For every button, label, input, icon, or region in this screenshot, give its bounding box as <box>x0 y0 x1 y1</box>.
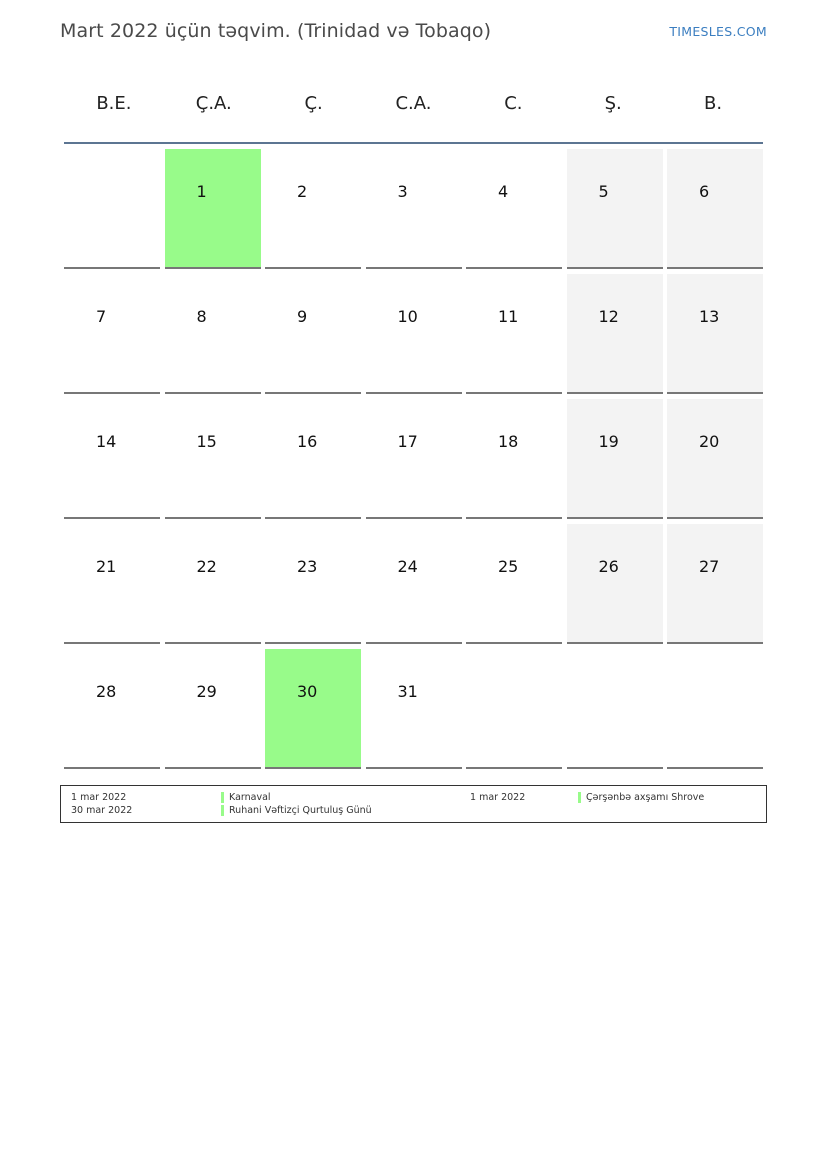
legend-holiday-name: Çərşənbə axşamı Shrove <box>586 792 705 803</box>
holiday-color-swatch <box>221 792 224 803</box>
day-cell[interactable] <box>466 274 562 394</box>
day-number: 18 <box>498 432 519 451</box>
day-number: 14 <box>96 432 117 451</box>
day-number: 21 <box>96 557 117 576</box>
legend-entry <box>470 792 704 803</box>
weekday-header-row <box>64 84 763 124</box>
day-cell[interactable] <box>466 399 562 519</box>
day-cell[interactable] <box>567 149 663 269</box>
day-number: 12 <box>598 307 619 326</box>
holiday-color-swatch <box>221 805 224 816</box>
day-number: 13 <box>699 307 720 326</box>
legend-holiday-name: Ruhani Vəftizçi Qurtuluş Günü <box>229 805 372 816</box>
day-cell[interactable] <box>265 649 361 769</box>
day-cell[interactable] <box>64 649 160 769</box>
day-cell[interactable] <box>466 149 562 269</box>
day-cell[interactable] <box>64 274 160 394</box>
weekday-saturday: Ş. <box>604 93 622 114</box>
weekday-thursday: C.A. <box>395 93 432 114</box>
day-cell[interactable] <box>667 399 763 519</box>
holiday-legend <box>60 785 767 823</box>
day-cell[interactable] <box>667 524 763 644</box>
day-cell[interactable] <box>667 149 763 269</box>
day-number: 3 <box>397 182 408 201</box>
legend-date: 1 mar 2022 <box>71 792 127 803</box>
day-cell[interactable] <box>366 274 462 394</box>
calendar-grid <box>64 149 763 769</box>
legend-entry <box>71 792 271 803</box>
site-link[interactable]: TIMESLES.COM <box>669 24 767 39</box>
day-cell[interactable] <box>265 524 361 644</box>
day-cell[interactable] <box>466 524 562 644</box>
day-number: 20 <box>699 432 720 451</box>
day-number: 26 <box>598 557 619 576</box>
day-number: 19 <box>598 432 619 451</box>
day-cell[interactable] <box>265 149 361 269</box>
day-cell[interactable] <box>366 524 462 644</box>
day-cell[interactable] <box>165 524 261 644</box>
day-cell[interactable] <box>567 274 663 394</box>
legend-date: 30 mar 2022 <box>71 805 133 816</box>
empty-day-cell <box>567 649 663 769</box>
legend-date: 1 mar 2022 <box>470 792 526 803</box>
day-number: 30 <box>297 682 318 701</box>
day-cell[interactable] <box>165 149 261 269</box>
day-number: 31 <box>397 682 418 701</box>
day-cell[interactable] <box>567 399 663 519</box>
day-cell[interactable] <box>667 274 763 394</box>
day-number: 22 <box>196 557 217 576</box>
day-number: 10 <box>397 307 418 326</box>
day-cell[interactable] <box>64 524 160 644</box>
day-number: 5 <box>598 182 609 201</box>
day-number: 25 <box>498 557 519 576</box>
day-cell[interactable] <box>165 649 261 769</box>
legend-holiday-name: Karnaval <box>229 792 271 803</box>
day-number: 2 <box>297 182 308 201</box>
day-cell[interactable] <box>64 399 160 519</box>
weekday-monday: B.E. <box>96 93 132 114</box>
day-cell[interactable] <box>567 524 663 644</box>
weekday-sunday: B. <box>704 93 723 114</box>
empty-day-cell <box>667 649 763 769</box>
header-divider <box>64 142 763 144</box>
day-number: 11 <box>498 307 519 326</box>
day-number: 7 <box>96 307 107 326</box>
day-number: 28 <box>96 682 117 701</box>
holiday-color-swatch <box>578 792 581 803</box>
day-number: 9 <box>297 307 308 326</box>
day-number: 16 <box>297 432 318 451</box>
day-cell[interactable] <box>265 399 361 519</box>
day-number: 15 <box>196 432 217 451</box>
day-cell[interactable] <box>165 399 261 519</box>
day-cell[interactable] <box>165 274 261 394</box>
day-cell[interactable] <box>366 149 462 269</box>
empty-day-cell <box>64 149 160 269</box>
day-number: 23 <box>297 557 318 576</box>
legend-entry <box>71 805 372 816</box>
day-number: 8 <box>196 307 207 326</box>
day-cell[interactable] <box>366 399 462 519</box>
day-number: 29 <box>196 682 217 701</box>
empty-day-cell <box>466 649 562 769</box>
day-number: 4 <box>498 182 509 201</box>
day-cell[interactable] <box>366 649 462 769</box>
weekday-wednesday: Ç. <box>304 93 323 114</box>
day-number: 17 <box>397 432 418 451</box>
weekday-friday: C. <box>504 93 523 114</box>
day-number: 27 <box>699 557 720 576</box>
day-cell[interactable] <box>265 274 361 394</box>
day-number: 1 <box>196 182 207 201</box>
day-number: 6 <box>699 182 710 201</box>
day-number: 24 <box>397 557 418 576</box>
page-title: Mart 2022 üçün təqvim. (Trinidad və Tobaqo) <box>60 20 492 42</box>
weekday-tuesday: Ç.A. <box>195 93 232 114</box>
